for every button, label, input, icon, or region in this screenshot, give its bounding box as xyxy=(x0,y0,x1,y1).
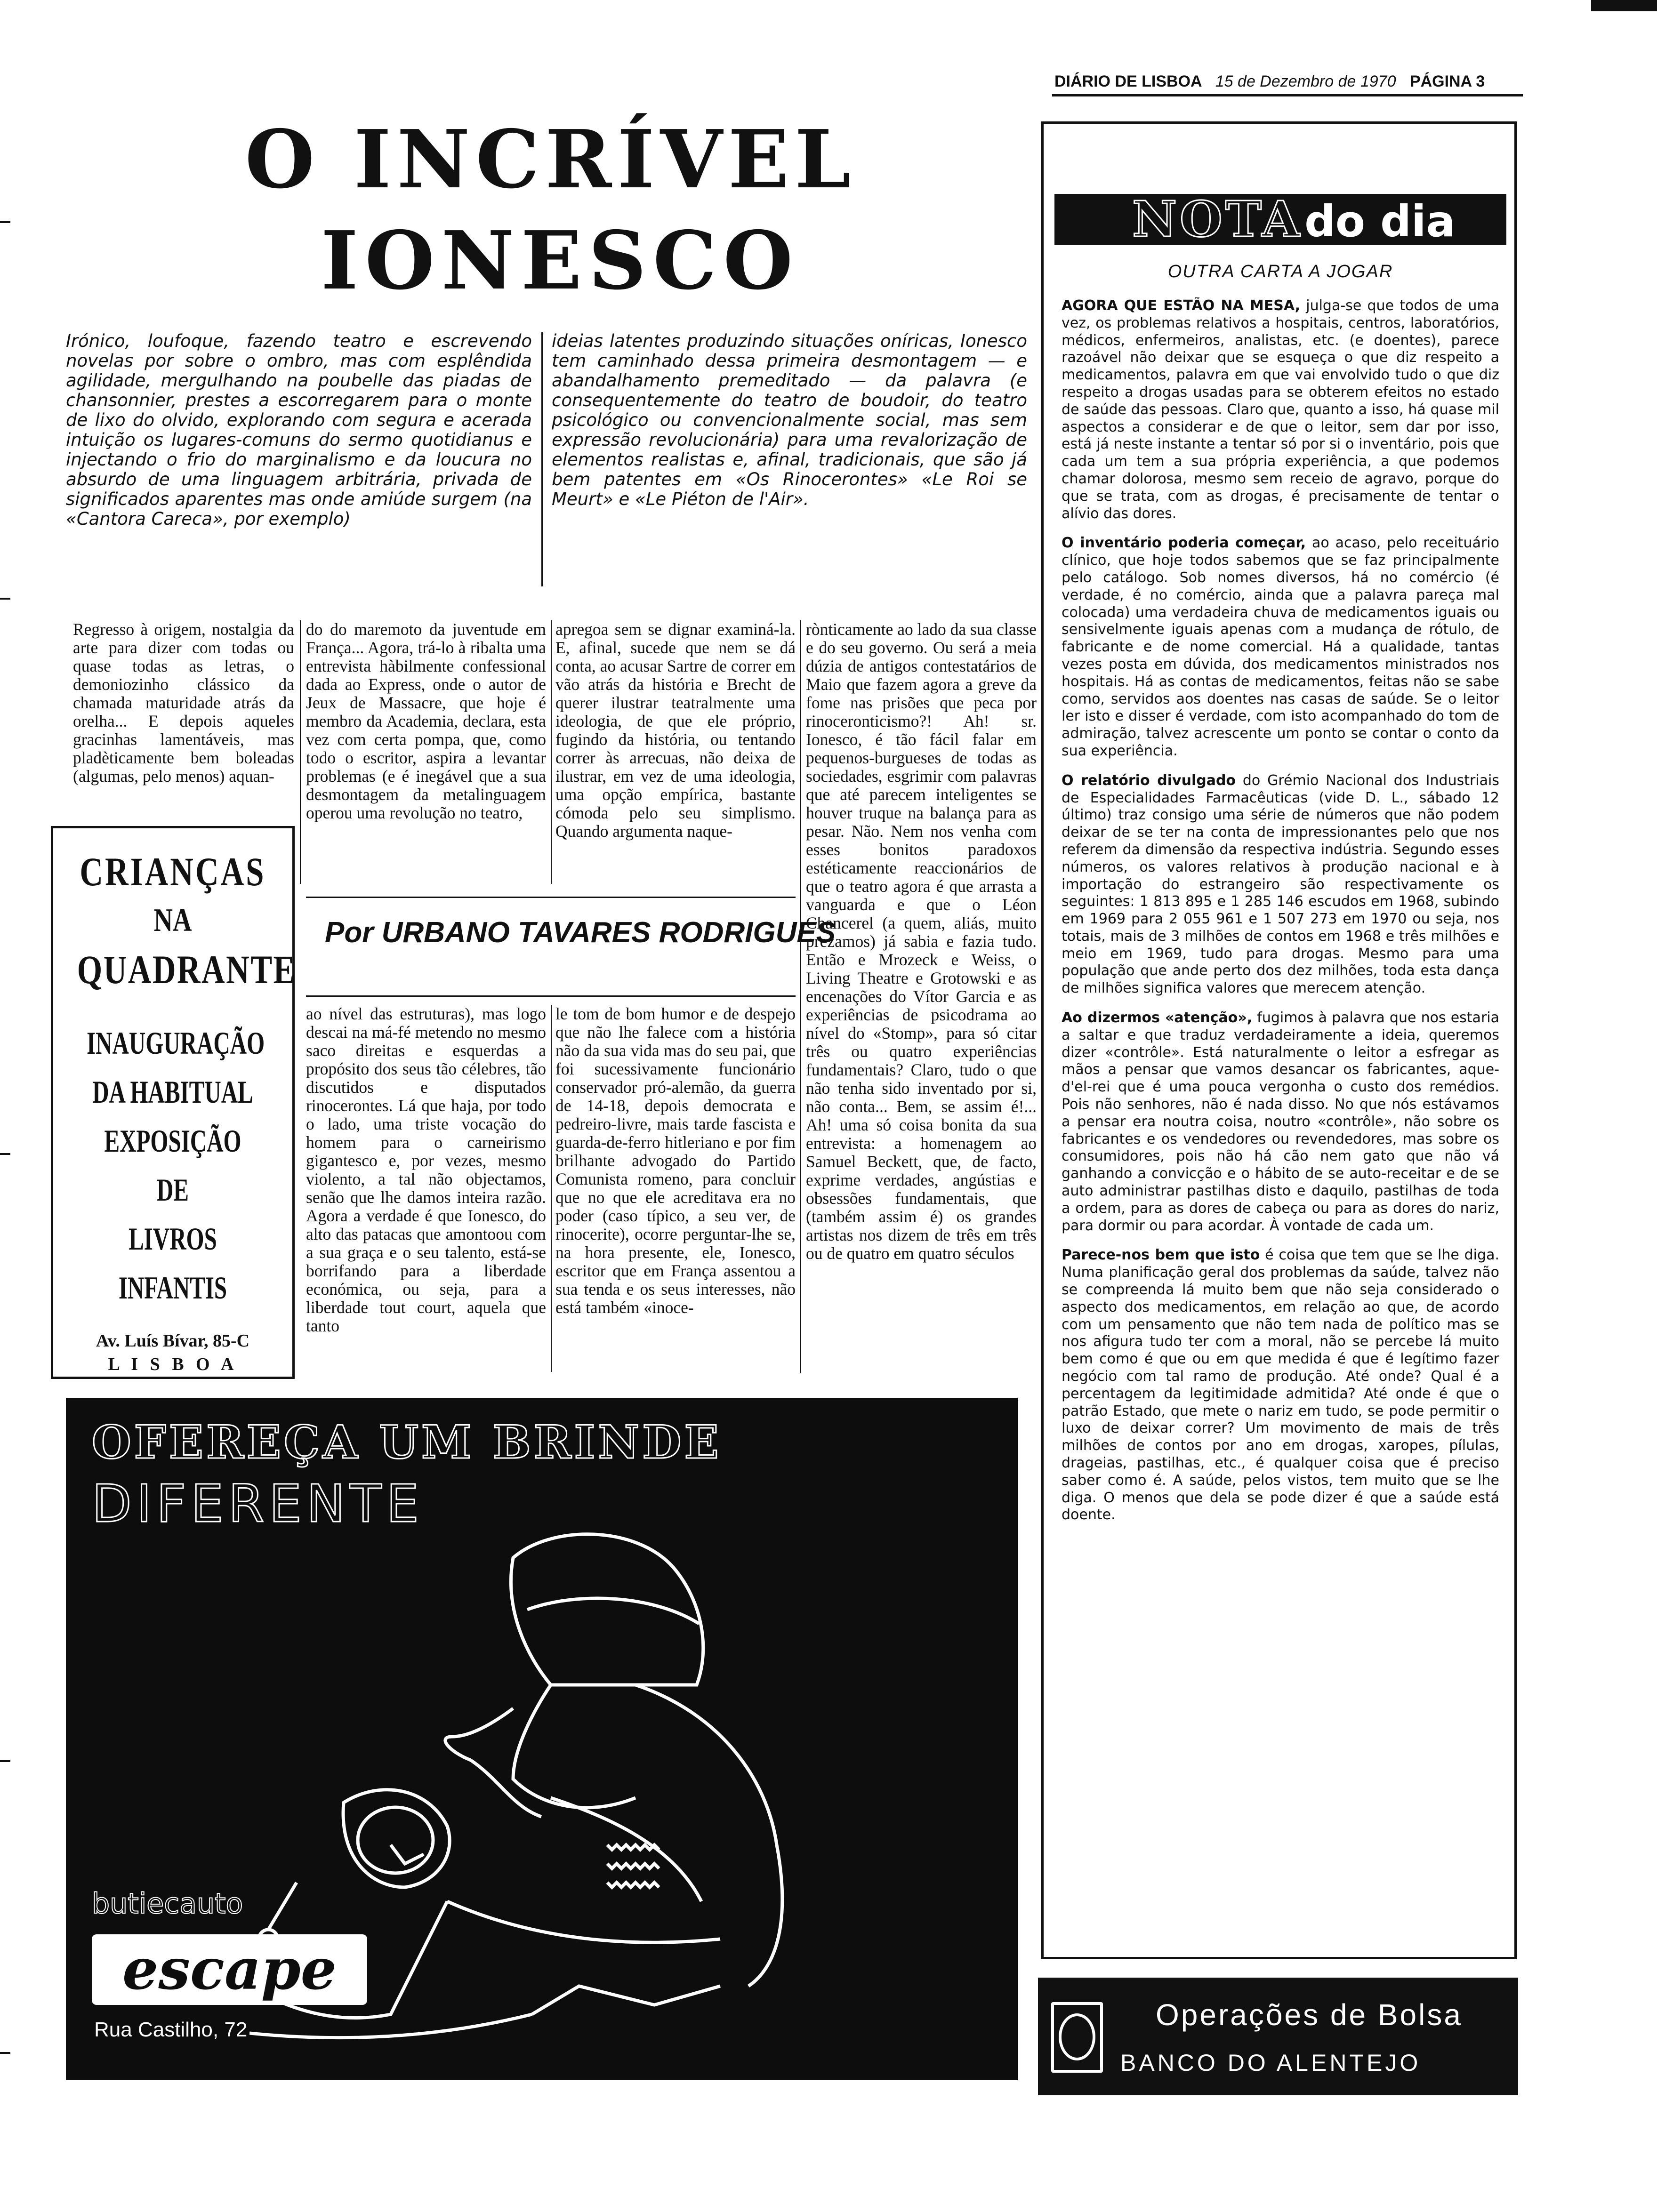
criancas-ad xyxy=(51,826,295,1379)
left-edge-mark xyxy=(0,221,10,223)
byline: Por URBANO TAVARES RODRIGUES xyxy=(325,916,836,949)
article-bottom-column-2: ao nível das estruturas), mas logo descai na má-fé metendo no mesmo saco direitas e esquerdas a propósito dos seus tão célebres, tão discutidos e disputados rinocerontes. Lá que haja, por todo o lado, uma triste vocação do homem para o carneirismo gigantesco e, por vezes, mesmo violento, a tal não objectamos, senão que lhe damos inteira razão. Agora a verdade é que Ionesco, do alto das patacas que amontoou com a sua graça e o seu talento, está-se borrifando para a liberdade económica, ou seja, para a liberdade tout court, aquela que tanto xyxy=(306,1005,546,1335)
left-edge-mark xyxy=(0,2052,10,2054)
escape-store-name: butiecauto xyxy=(92,1887,243,1920)
escape-ad-line-1: OFEREÇA UM BRINDE xyxy=(92,1416,722,1469)
escape-ad xyxy=(66,1398,1018,2080)
bolsa-ad xyxy=(1038,1978,1518,2095)
column-divider xyxy=(300,620,301,884)
nota-paragraph: O relatório divulgado do Grémio Nacional dos Industriais de Especialidades Farmacêuticas (vide D. L., sábado 12 último) traz consigo uma série de números que não podem deixar de se ter na conta de impressionantes pelo que nos referem da dimensão da respectiva indústria. Segundo esses números, os valores relativos à produção nacional e à importação do estrangeiro são respectivamente os seguintes: 1 813 895 e 1 285 146 escudos em 1968, subindo em 1969 para 2 055 961 e 1 507 273 em 1970 ou seja, nos totais, mais de 3 milhões de contos em 1968 e três milhões e meio em 1969, tudo para drogas. Mesmo para uma população que ande perto dos dez milhões, toda esta dança de milhões significa valores que merecem atenção. xyxy=(1062,772,1499,997)
bolsa-line-1: Operações de Bolsa xyxy=(1156,1998,1463,2032)
left-edge-mark xyxy=(0,1153,10,1155)
article-column-4: rònticamente ao lado da sua classe e do seu governo. Ou será a meia dúzia de antigos contestatários de Maio que fazem agora a greve da fome nas prisões que peca por rinoceronticismo?! Ah! sr. Ionesco, é tão fácil falar em pequenos-burgueses de todas as sociedades, esgrimir com palavras que até parecem inteligentes se houver truque na balança para as pesar. Não. Nem nos venha com esses bonitos paradoxos estéticamente reaccionários de que o teatro agora é que arrasta a vanguarda e que o Léon Chancerel (a quem, aliás, muito prezamos) já sabia e fazia tudo. Então e Mrozeck e Weiss, o Living Theatre e Grotowski e as encenações do Vítor Garcia e as experiências de psicodrama ao nível do «Stomp», para só citar três ou quatro experiências fundamentais? Claro, tudo o que não tenha sido inventado por si, não conta... Bem, se assim é!... Ah! uma só coisa bonita da sua entrevista: a homenagem ao Samuel Beckett, que, de facto, exprime verdades, angústias e obsessões fundamentais, que (também assim é) os grandes artistas nos dizem de três em três ou de quatro em quatro séculos xyxy=(806,620,1037,1263)
criancas-line-4: LIVROS INFANTIS xyxy=(118,1221,227,1306)
criancas-title-2: NA xyxy=(153,902,192,938)
headline-line-2: IONESCO xyxy=(321,214,800,308)
escape-address: Rua Castilho, 72 xyxy=(94,2018,248,2041)
nota-paragraph: O inventário poderia começar, ao acaso, pelo receituário clínico, que hoje todos sabemos que se faz principalmente pelo catálogo. Sob nomes diversos, há no comércio (é verdade, é no comércio, ainda que a palavra pareça mal colocada) uma verdadeira chuva de medicamentos iguais ou sensivelmente iguais apenas com a mudança de rótulo, de fabricante e de nome comercial. Há a qualidade, tantas vezes posta em dúvida, dos medicamentos ministrados nos hospitais. Há as contas de medicamentos, feitas não se sabe como, servidos aos doentes nas casas de saúde. Se o leitor ler isto e disser é verdade, com isto acompanhado do tom de admiração, talvez acrescente um ponto se contar o conto da sua experiência. xyxy=(1062,535,1499,759)
headline xyxy=(221,109,880,312)
column-divider xyxy=(800,620,801,1373)
lead-column-divider xyxy=(541,332,543,586)
criancas-line-1: INAUGURAÇÃO xyxy=(87,1025,265,1061)
nota-title-sub: do dia xyxy=(1304,196,1456,245)
criancas-address: Av. Luís Bívar, 85-C xyxy=(96,1331,250,1351)
nota-paragraph: Ao dizermos «atenção», fugimos à palavra que nos estaria a saltar e que traduz verdadeiramente a ideia, queremos dizer «contrôle». Está naturalmente o leitor a esfregar as mãos a pensar que vamos desancar os fabricantes, aque-d'el-rei que é uma pouca vergonha o custo dos remédios. Pois não senhores, não é nada disso. No que nós estávamos a pensar era noutra coisa, noutro «contrôle», não sobre os fabricantes e os vendedores ou revendedores, mas sobre os consumidores, pois não há cão nem gato que não vá ganhando a convicção e o hábito de se auto-receitar e de se auto administrar pastilhas disto e daquilo, pastilhas de toda a ordem, para as dores de cabeça ou para as dores do nariz, para dormir ou para acordar. À vontade de cada um. xyxy=(1062,1010,1499,1234)
left-edge-mark xyxy=(0,598,10,600)
escape-brand-logo xyxy=(92,1934,367,2005)
byline-rule-bottom xyxy=(306,995,796,997)
criancas-line-3: EXPOSIÇÃO DE xyxy=(104,1123,241,1208)
headline-line-1: O INCRÍVEL xyxy=(245,112,857,207)
left-edge-mark xyxy=(0,1760,10,1762)
masthead: DIÁRIO DE LISBOA xyxy=(1054,72,1202,90)
nota-paragraph: AGORA QUE ESTÃO NA MESA, julga-se que todos de uma vez, os problemas relativos a hospitais, centros, laboratórios, médicos, enfermeiros, analistas, etc. (e doentes), parece razoável não deixar que se esqueça o que diz respeito a medicamentos, palavra em que vai envolvido tudo o que diz respeito a drogas usadas para se obterem efeitos no estado de saúde das pessoas. Claro que, quanto a isso, há quase mil aspectos a considerar e de que o leitor, sem dar por isso, está já neste instante a tentar só por si o inventário, pois que cada um tem a sua própria experiência, a que podemos chamar dolorosa, mesmo sem receio de agravo, porque do que se trata, com as drogas, é precisamente de tentar o alívio das dores. xyxy=(1062,297,1499,522)
article-top-column-1: Regresso à origem, nostalgia da arte para dizer com todas ou quase todas as letras, o demoniozinho clássico da chamada maturidade atrás da orelha... E depois aqueles gracinhas lamentáveis, mas pladèticamente bem boleadas (algumas, pelo menos) aquan- xyxy=(73,620,294,785)
lead-column-1: Irónico, loufoque, fazendo teatro e escrevendo novelas por sobre o ombro, mas com esplêndida agilidade, mergulhando na poubelle das piadas de chansonnier, prestes a escorregarem para o monte de lixo do olvido, explorando com segura e acerada intuição os lugares-comuns do sermo quotidianus e injectando o frio do marginalismo e da loucura no absurdo de uma linguagem arbitrária, privada de significados aparentes mas onde amiúde surgem (na «Cantora Careca», por exemplo) xyxy=(66,331,532,529)
page-number: PÁGINA 3 xyxy=(1409,72,1485,90)
lead-column-2: ideias latentes produzindo situações oníricas, Ionesco tem caminhado dessa primeira desmontagem — e abandalhamento premeditado — da palavra (e consequentemente do teatro de boudoir, do teatro psicológico ou convencionalmente social, mas sem expressão revolucionária) para uma revalorização de elementos realistas e, afinal, tradicionais, que são já bem patentes em «Os Rinocerontes» «Le Roi se Meurt» e «Le Piéton de l'Air». xyxy=(552,331,1027,509)
criancas-line-2: DA HABITUAL xyxy=(92,1074,253,1110)
nota-title-main: NOTA xyxy=(1132,194,1303,245)
nota-title-banner xyxy=(1054,194,1506,245)
column-divider xyxy=(551,1005,552,1372)
header-rule xyxy=(1052,94,1523,96)
header-date: 15 de Dezembro de 1970 xyxy=(1215,72,1396,90)
bolsa-line-2: BANCO DO ALENTEJO xyxy=(1120,2050,1421,2076)
byline-rule-top xyxy=(306,897,796,898)
nota-body xyxy=(1062,297,1499,1935)
top-right-edge-bar xyxy=(1591,0,1657,11)
column-divider xyxy=(551,620,552,884)
criancas-title-1: CRIANÇAS xyxy=(80,849,266,894)
escape-brand-text: escape xyxy=(122,1936,337,2003)
nota-subtitle: OUTRA CARTA A JOGAR xyxy=(1167,262,1393,281)
page-header xyxy=(1054,72,1520,94)
bolsa-logo-icon xyxy=(1051,2002,1103,2073)
article-bottom-column-3: le tom de bom humor e de despejo que não lhe falece com a história não da sua vida mas do seu pai, que foi sucessivamente funcionário conservador pró-alemão, da guerra de 14-18, depois democrata e pedreiro-livre, mais tarde fascista e guarda-de-ferro hitleriano e por fim brilhante advogado do Partido Comunista romeno, para concluir que no que ele acreditava era no poder (caso típico, a seu ver, de rinocerite), ocorre perguntar-lhe se, na hora presente, ele, Ionesco, escritor que em França assentou a sua tenda e os seus interesses, não está também «inoce- xyxy=(555,1005,796,1317)
criancas-city: L I S B O A xyxy=(108,1354,238,1374)
article-top-column-3: apregoa sem se dignar examiná-la. E, afinal, sucede que nem se dá conta, ao acusar Sartre de correr em vão atrás da história e Brecht de querer ilustrar teatralmente uma ideologia, de que ele próprio, fugindo da história, ou tentando correr às arrecuas, não deixa de ilustrar, em vez de uma ideologia, uma opção empírica, bastante cómoda pelo seu simplismo. Quando argumenta naque- xyxy=(555,620,796,841)
criancas-title-3: QUADRANTE xyxy=(77,947,296,992)
escape-ad-line-2: DIFERENTE xyxy=(92,1474,424,1534)
nota-paragraph: Parece-nos bem que isto é coisa que tem que se lhe diga. Numa planificação geral dos problemas da saúde, talvez não se compreenda lá muito bem que não seja considerado o aspecto dos medicamentos, em relação ao que, de acordo com um pensamento que não tem nada de político mas se nos afigura tudo ter com a moral, não se percebe lá muito bem como é que ou em que medida é que é legítimo fazer negócio com tal ramo de produção. Até onde? Qual é a percentagem da legitimidade admitida? Até onde é que o patrão Estado, que mete o nariz em tudo, se pode permitir o luxo de deixar correr? Um movimento de mais de três milhões de contos por ano em drogas, xaropes, pílulas, drageias, pastilhas, etc., é qualquer coisa que é preciso saber como é. A saúde, pelos vistos, tem muito que se lhe diga. O menos que dela se pode dizer é que a saúde está doente. xyxy=(1062,1247,1499,1523)
article-top-column-2: do do maremoto da juventude em França... Agora, trá-lo à ribalta uma entrevista hàbilmente confessional dada ao Express, onde o autor de Jeux de Massacre, que hoje é membro da Academia, declara, esta vez com certa pompa, que, como todo o escritor, aspira a levantar problemas (e é inegável que a sua desmontagem da metalinguagem operou uma revolução no teatro, xyxy=(306,620,546,822)
